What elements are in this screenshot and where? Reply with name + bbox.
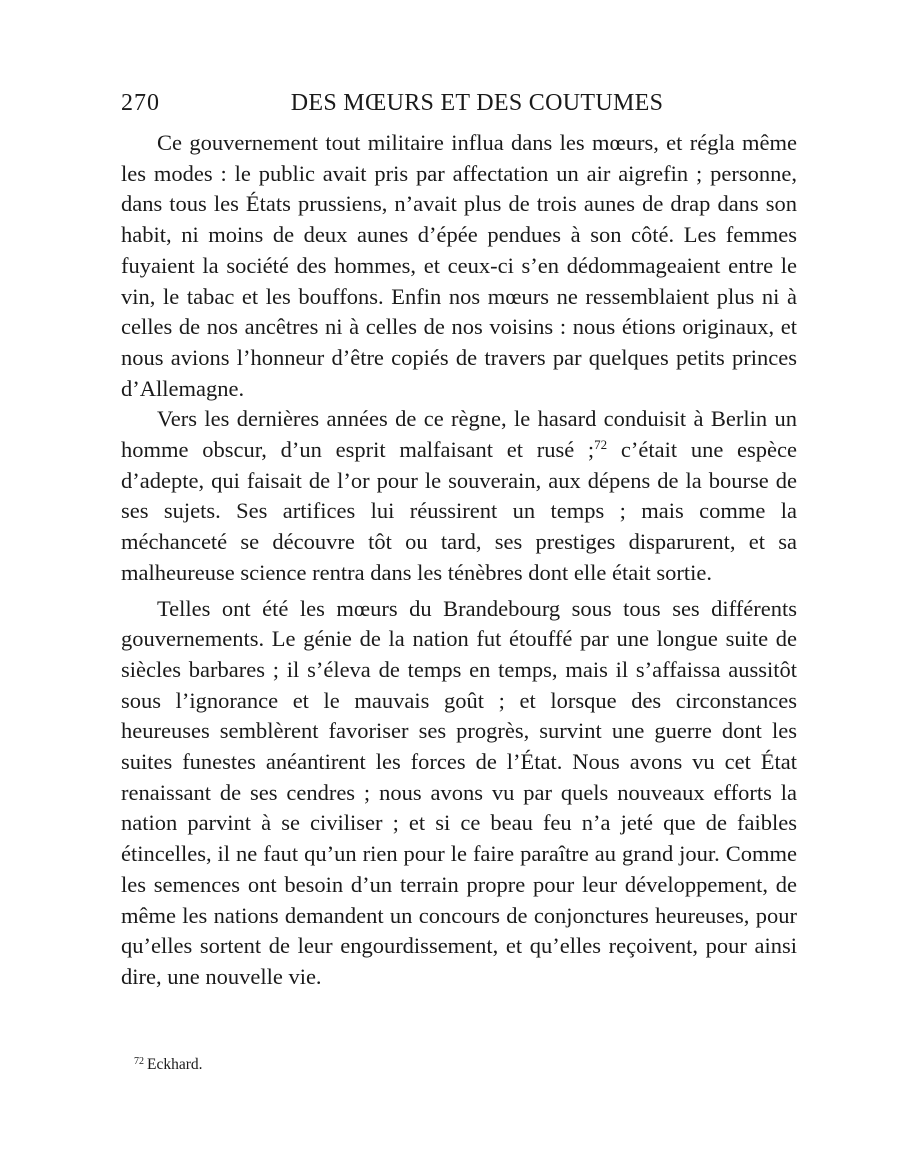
paragraph-2	[121, 404, 797, 588]
paragraph-2-text-end: c’était une espèce d’adepte, qui faisait de l’or pour le souverain, aux dépens de la bourse de ses sujets. Ses artifices lui réussirent un temps ; mais comme la méchanceté se découvre tôt ou tard, ses prestiges disparurent, et sa malheureuse science rentra dans les ténèbres dont elle était sortie.	[121, 437, 797, 585]
paragraph-1: Ce gouvernement tout militaire influa dans les mœurs, et régla même les modes : le public avait pris par affectation un air aigrefin ; personne, dans tous les États prussiens, n’avait plus de trois aunes de drap dans son habit, ni moins de deux aunes d’épée pendues à son côté. Les femmes fuyaient la société des hommes, et ceux-ci s’en dédommageaient entre le vin, le tabac et les bouffons. Enfin nos mœurs ne ressemblaient plus ni à celles de nos ancêtres ni à celles de nos voisins : nous étions originaux, et nous avions l’honneur d’être copiés de travers par quelques petits princes d’Allemagne.	[121, 130, 797, 401]
page-number: 270	[121, 90, 160, 116]
footnote	[134, 1054, 203, 1076]
running-head	[121, 86, 797, 120]
chapter-title: DES MŒURS ET DES COUTUMES	[290, 90, 664, 116]
footnote-text: Eckhard.	[147, 1056, 203, 1073]
paragraph-3: Telles ont été les mœurs du Brandebourg sous tous ses différents gouvernements. Le génie de la nation fut étouffé par une longue suite de siècles barbares ; il s’éleva de temps en temps, mais il s’affaissa aussitôt sous l’ignorance et le mauvais goût ; et lorsque des circonstances heureuses semblèrent favoriser ses progrès, survint une guerre dont les suites funestes anéantirent les forces de l’État. Nous avons vu cet État renaissant de ses cendres ; nous avons vu par quels nouveaux efforts la nation parvint à se civiliser ; et si ce beau feu n’a jeté que de faibles étincelles, il ne faut qu’un rien pour le faire paraître au grand jour. Comme les semences ont besoin d’un terrain propre pour leur développement, de même les nations demandent un concours de conjonctures heureuses, pour qu’elles sortent de leur engourdissement, et qu’elles reçoivent, pour ainsi dire, une nouvelle vie.	[121, 595, 797, 989]
body-text	[121, 128, 797, 993]
footnote-marker: 72	[134, 1056, 144, 1067]
footnote-reference[interactable]: 72	[594, 437, 608, 453]
paragraph-2-text-start: Vers les dernières années de ce règne, le hasard conduisit à Berlin un homme obscur, d’un esprit malfaisant et rusé ;	[121, 406, 797, 463]
